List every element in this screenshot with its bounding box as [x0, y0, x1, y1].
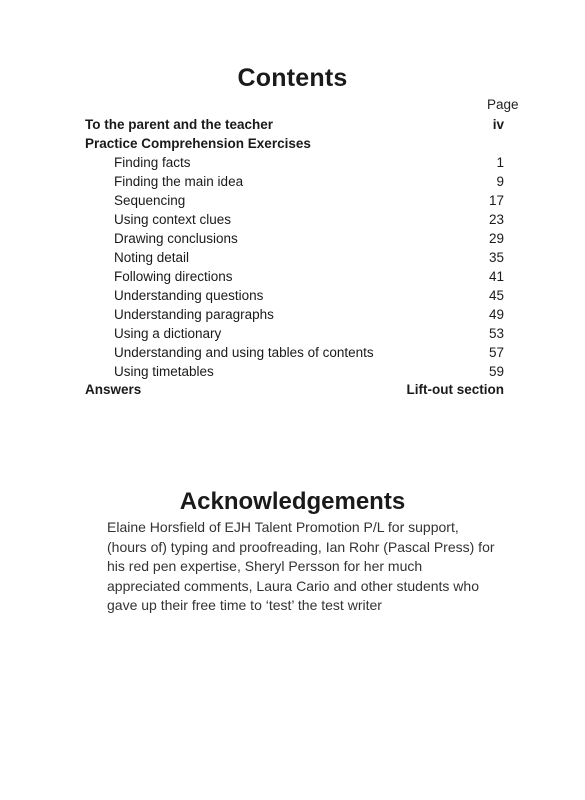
toc-entry [85, 267, 504, 286]
toc-entry-page: Lift-out section [406, 382, 504, 397]
toc-entry-page: 45 [488, 288, 504, 303]
toc-entry [85, 286, 504, 305]
toc-entry-page: 9 [496, 174, 504, 189]
toc-entry [85, 380, 504, 399]
toc-entry-label: Finding facts [114, 155, 191, 170]
toc-entry-page: 49 [488, 307, 504, 322]
acknowledgements-title: Acknowledgements [179, 488, 406, 515]
toc-entry [85, 210, 504, 229]
toc-entry-label: Finding the main idea [114, 174, 244, 189]
toc-entry [85, 191, 504, 210]
toc-entry-label: Understanding paragraphs [114, 307, 274, 322]
toc-entry-page: iv [492, 117, 504, 132]
toc-entry [85, 153, 504, 172]
toc-entry-label: Answers [85, 382, 142, 397]
toc-entry-label: Understanding and using tables of contents [114, 345, 374, 360]
toc-entry-label: Following directions [114, 269, 233, 284]
toc-entry [85, 343, 504, 362]
toc-entry-label: Sequencing [114, 193, 186, 208]
toc-entry-page: 23 [488, 212, 504, 227]
toc-entry [85, 305, 504, 324]
toc-entry [85, 362, 504, 381]
toc-entry-label: Understanding questions [114, 288, 264, 303]
toc-entry [85, 229, 504, 248]
toc-entry-page: 53 [488, 326, 504, 341]
toc-entry-page: 29 [488, 231, 504, 246]
page-column-header: Page [487, 97, 519, 112]
toc-entry-label: Using timetables [114, 364, 214, 379]
toc-entry-page: 35 [488, 250, 504, 265]
toc-entry-page: 59 [488, 364, 504, 379]
toc-entry-label: Practice Comprehension Exercises [85, 136, 311, 151]
toc-entry-label: Using context clues [114, 212, 232, 227]
toc-entry [85, 248, 504, 267]
toc-entry [85, 324, 504, 343]
toc-section-heading [85, 134, 504, 153]
toc-entry-page: 41 [488, 269, 504, 284]
toc-entry-label: Using a dictionary [114, 326, 222, 341]
toc-entry-label: To the parent and the teacher [85, 117, 274, 132]
contents-title: Contents [237, 64, 348, 92]
toc-entry-page: 17 [488, 193, 504, 208]
toc-entry-label: Drawing conclusions [114, 231, 238, 246]
toc-entry-label: Noting detail [114, 250, 190, 265]
toc-entry [85, 172, 504, 191]
toc-entry-page: 57 [488, 345, 504, 360]
toc-entry-page: 1 [496, 155, 504, 170]
toc-entry [85, 115, 504, 134]
acknowledgements-text: Elaine Horsfield of EJH Talent Promotion P/L for support, (hours of) typing and proofreading, Ian Rohr (Pascal Press) for his red pen expertise, Sheryl Persson for her much appreciated comments, Laura Cario and other students who gave up their free time to ‘test’ the test writer [107, 519, 495, 613]
